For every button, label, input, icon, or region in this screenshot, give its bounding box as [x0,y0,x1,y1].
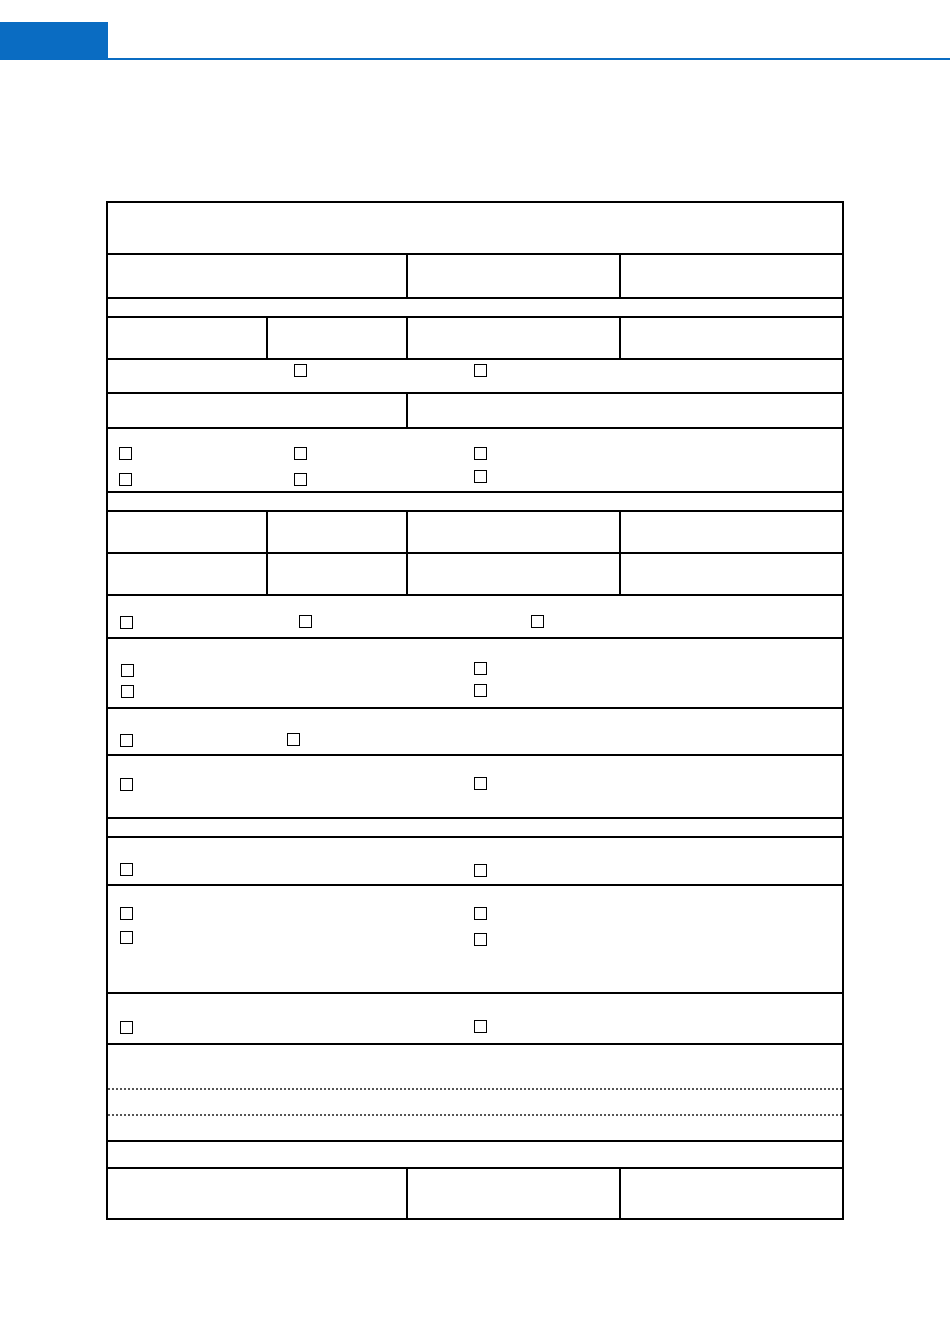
column-divider [406,317,408,359]
blank-form [106,201,844,1220]
row-divider [108,637,842,639]
column-divider [406,1168,408,1220]
checkbox[interactable] [474,684,487,697]
column-divider [619,317,621,359]
checkbox[interactable] [474,864,487,877]
row-divider [108,392,842,394]
checkbox[interactable] [120,931,133,944]
column-divider [266,317,268,359]
column-divider [406,254,408,298]
row-divider [108,552,842,554]
row-divider [108,817,842,819]
checkbox[interactable] [120,778,133,791]
checkbox[interactable] [294,447,307,460]
checkbox[interactable] [474,447,487,460]
row-divider [108,1043,842,1045]
row-divider [108,358,842,360]
header-accent-block [0,22,108,60]
checkbox[interactable] [474,777,487,790]
row-divider [108,316,842,318]
dotted-divider [108,1088,842,1090]
checkbox[interactable] [294,473,307,486]
row-divider [108,1167,842,1169]
row-divider [108,707,842,709]
row-divider [108,1140,842,1142]
checkbox[interactable] [120,1021,133,1034]
checkbox[interactable] [287,733,300,746]
checkbox[interactable] [474,662,487,675]
column-divider [406,511,408,595]
row-divider [108,594,842,596]
checkbox[interactable] [120,734,133,747]
checkbox[interactable] [474,1020,487,1033]
row-divider [108,427,842,429]
checkbox[interactable] [474,907,487,920]
row-divider [108,884,842,886]
dotted-divider [108,1114,842,1116]
column-divider [619,254,621,298]
row-divider [108,510,842,512]
column-divider [619,1168,621,1220]
checkbox[interactable] [120,907,133,920]
column-divider [406,393,408,428]
checkbox[interactable] [474,470,487,483]
checkbox[interactable] [120,616,133,629]
checkbox[interactable] [119,473,132,486]
header-rule [0,58,950,60]
checkbox[interactable] [294,364,307,377]
row-divider [108,992,842,994]
row-divider [108,836,842,838]
checkbox[interactable] [121,664,134,677]
checkbox[interactable] [299,615,312,628]
checkbox[interactable] [121,685,134,698]
checkbox[interactable] [120,863,133,876]
row-divider [108,297,842,299]
column-divider [266,511,268,595]
checkbox[interactable] [474,364,487,377]
row-divider [108,253,842,255]
checkbox[interactable] [474,933,487,946]
column-divider [619,511,621,595]
checkbox[interactable] [531,615,544,628]
row-divider [108,754,842,756]
checkbox[interactable] [119,447,132,460]
row-divider [108,491,842,493]
